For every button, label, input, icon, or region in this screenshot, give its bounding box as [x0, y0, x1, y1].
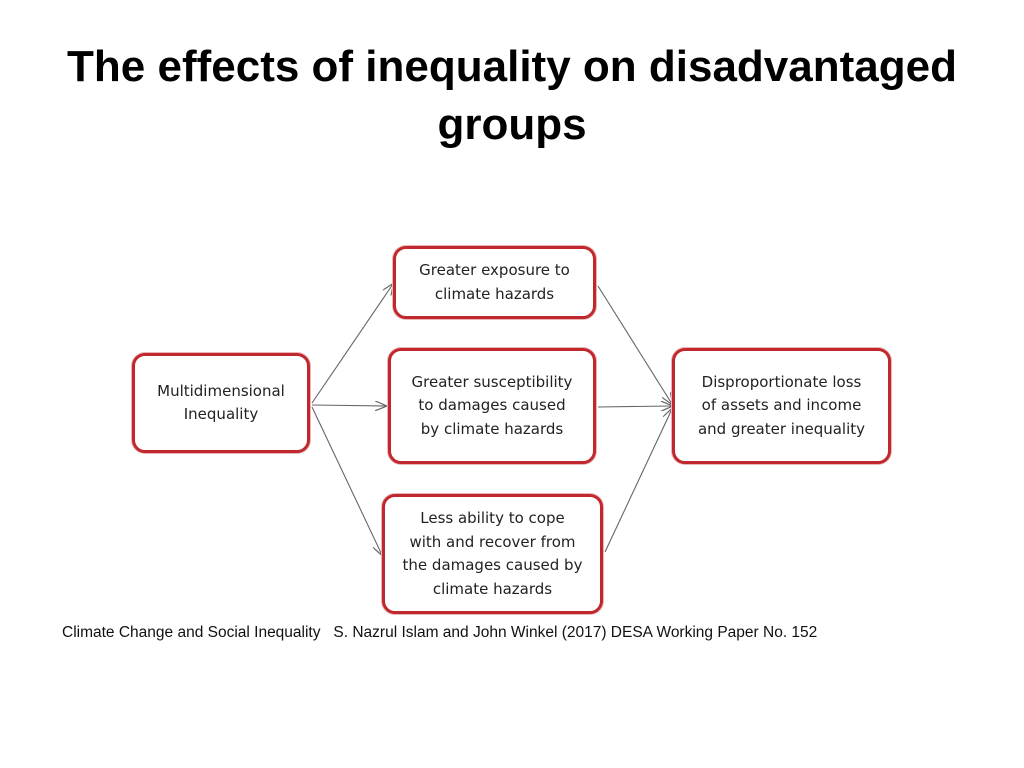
arrow-ability-to-outcome [605, 409, 672, 552]
node-less-ability-to-cope: Less ability to cope with and recover from the damages caused by climate hazards [382, 494, 603, 614]
source-citation: Climate Change and Social Inequality S. Nazrul Islam and John Winkel (2017) DESA Working Paper No. 152 [62, 624, 818, 641]
arrow-susceptibility-to-outcome [598, 406, 672, 407]
arrow-exposure-to-outcome [598, 286, 672, 404]
node-greater-exposure: Greater exposure to climate hazards [393, 246, 596, 319]
node-greater-susceptibility: Greater susceptibility to damages caused by climate hazards [388, 348, 596, 464]
node-multidimensional-inequality: Multidimensional Inequality [132, 353, 310, 453]
arrow-inequality-to-exposure [312, 284, 393, 403]
slide-title: The effects of inequality on disadvantaged groups [67, 42, 957, 149]
arrow-inequality-to-ability [312, 407, 382, 555]
node-disproportionate-loss: Disproportionate loss of assets and income and greater inequality [672, 348, 891, 464]
arrow-inequality-to-susceptibility [312, 405, 386, 406]
